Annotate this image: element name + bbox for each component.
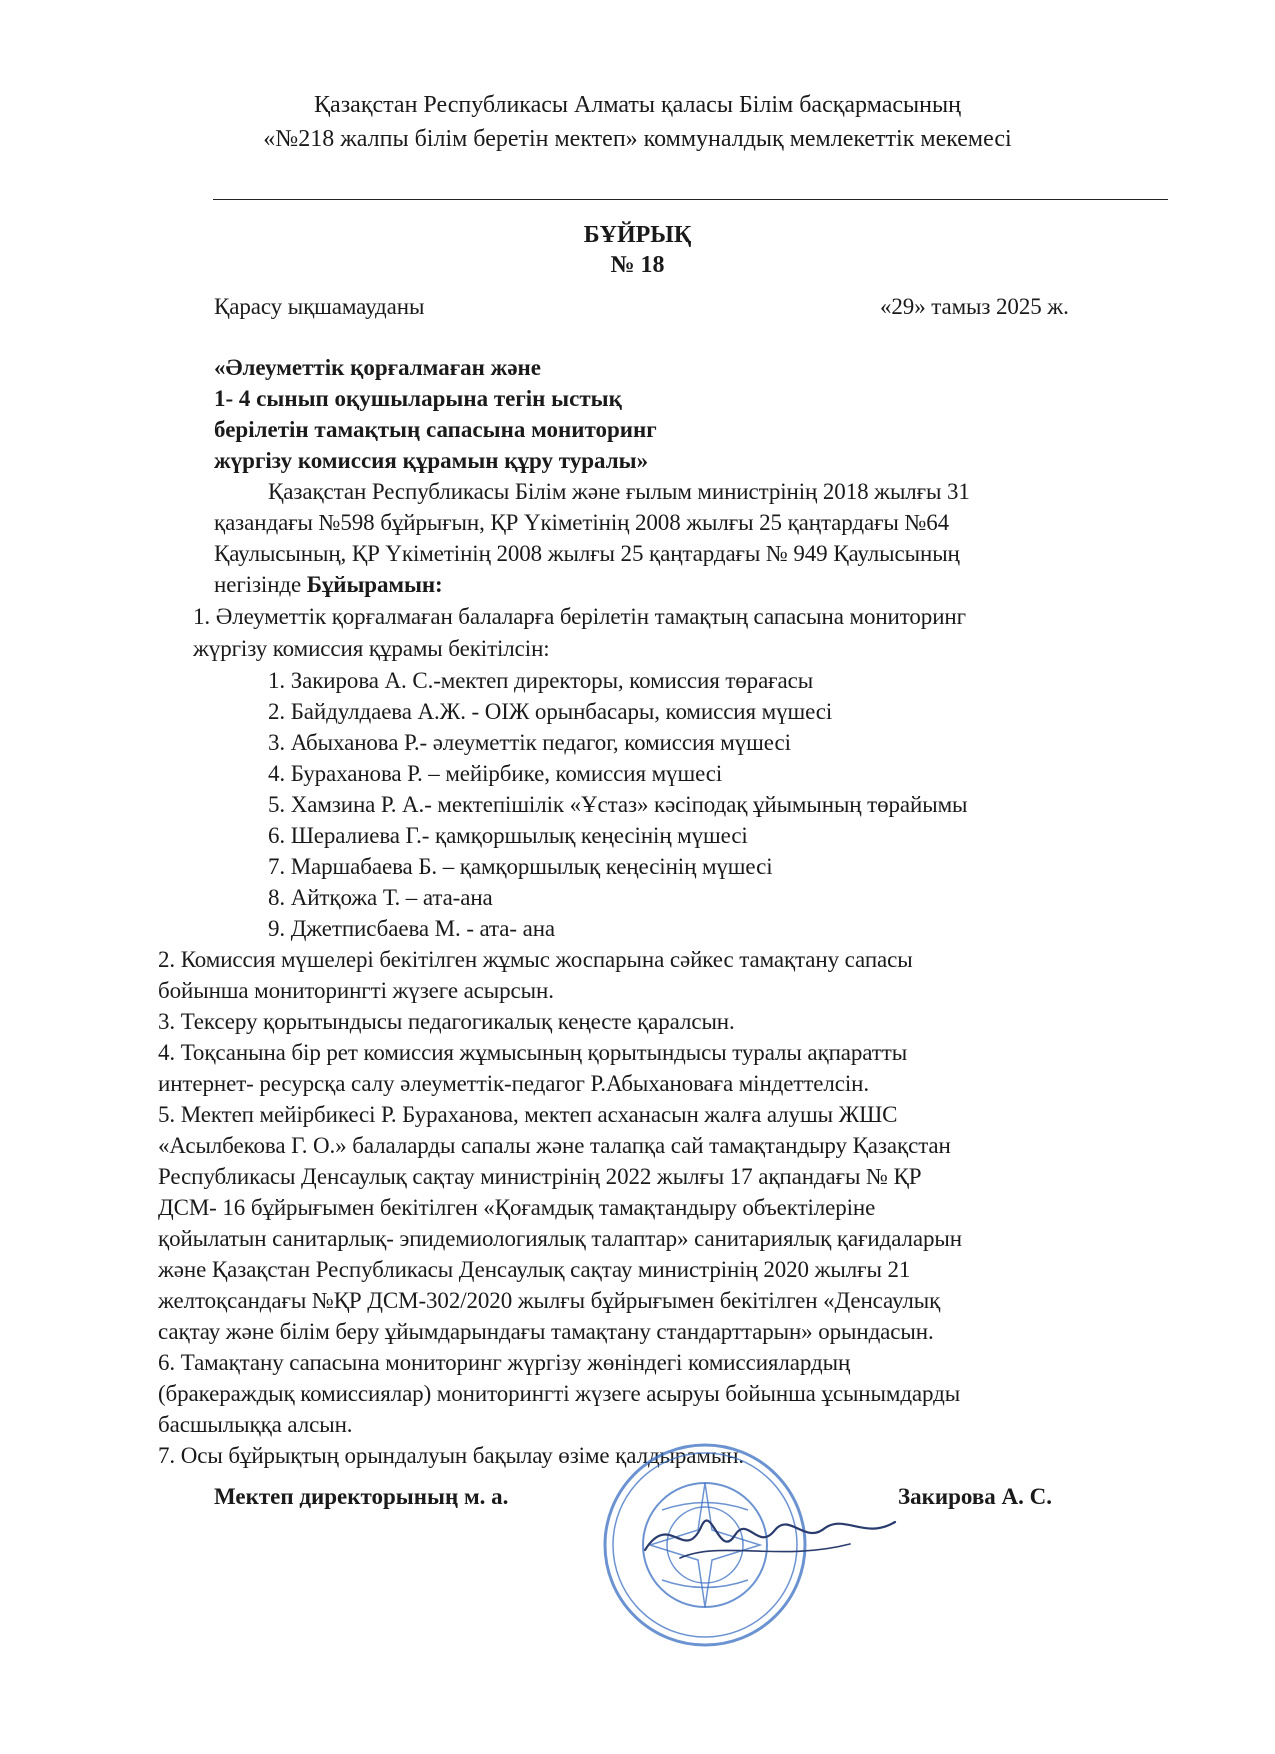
- item-line: 5. Мектеп мейірбикесі Р. Бураханова, мектеп асханасын жалға алушы ЖШС: [158, 1102, 898, 1127]
- item-line: 2. Комиссия мүшелері бекітілген жұмыс жоспарына сәйкес тамақтану сапасы: [158, 947, 913, 972]
- member-item: 7. Маршабаева Б. – қамқоршылық кеңесінің мүшесі: [268, 854, 773, 879]
- item-line: 4. Тоқсанына бір рет комиссия жұмысының қорытындысы туралы ақпаратты: [158, 1040, 908, 1065]
- item-line: Республикасы Денсаулық сақтау министрінің 2022 жылғы 17 ақпандағы № ҚР: [158, 1164, 922, 1189]
- signatory-position: Мектеп директорының м. а.: [214, 1484, 509, 1509]
- item-line: 6. Тамақтану сапасына мониторинг жүргізу жөніндегі комиссиялардың: [158, 1350, 851, 1375]
- order-place: Қарасу ықшамауданы: [214, 294, 425, 319]
- member-item: 4. Бураханова Р. – мейірбике, комиссия мүшесі: [268, 761, 723, 786]
- preamble-line: қазандағы №598 бұйрығын, ҚР Үкіметінің 2008 жылғы 25 қаңтардағы №64: [214, 510, 950, 535]
- member-item: 9. Джетписбаева М. - ата- ана: [268, 916, 556, 941]
- order-date: «29» тамыз 2025 ж.: [880, 294, 1069, 319]
- subject-line: «Әлеуметтік қорғалмаған және: [214, 355, 541, 380]
- order-number: № 18: [610, 252, 665, 278]
- item-line: басшылыққа алсын.: [158, 1412, 353, 1437]
- subject-line: берілетін тамақтың сапасына мониторинг: [214, 417, 657, 442]
- member-item: 8. Айтқожа Т. – ата-ана: [268, 885, 493, 910]
- preamble-lead: негізінде: [214, 572, 307, 597]
- signatory-name: Закирова А. С.: [898, 1484, 1053, 1509]
- preamble-line: [214, 572, 443, 598]
- item-line: сақтау және білім беру ұйымдарындағы тамақтану стандарттарын» орындасын.: [158, 1319, 934, 1344]
- item-line: интернет- ресурсқа салу әлеуметтік-педагог Р.Абыхановаға міндеттелсін.: [158, 1071, 870, 1096]
- order-word: Бұйырамын:: [306, 572, 443, 597]
- item-line: желтоқсандағы №ҚР ДСМ-302/2020 жылғы бұйрығымен бекітілген «Денсаулық: [158, 1288, 941, 1313]
- item-line: (бракераждық комиссиялар) мониторингті жүзеге асыруы бойынша ұсынымдарды: [158, 1381, 961, 1406]
- preamble-line: Қаулысының, ҚР Үкіметінің 2008 жылғы 25 қаңтардағы № 949 Қаулысының: [214, 541, 960, 566]
- member-item: 6. Шералиева Г.- қамқоршылық кеңесінің мүшесі: [268, 823, 748, 848]
- item-line: 3. Тексеру қорытындысы педагогикалық кеңесте қаралсын.: [158, 1009, 735, 1034]
- member-item: 1. Закирова А. С.-мектеп директоры, комиссия төрағасы: [268, 668, 814, 693]
- item-line: ДСМ- 16 бұйрығымен бекітілген «Қоғамдық тамақтандыру объектілеріне: [158, 1195, 876, 1220]
- header-line-1: Қазақстан Республикасы Алматы қаласы Білім басқармасының: [314, 92, 961, 118]
- subject-line: жүргізу комиссия құрамын құру туралы»: [214, 448, 649, 473]
- header-divider: [213, 199, 1168, 200]
- item-line: және Қазақстан Республикасы Денсаулық сақтау министрінің 2020 жылғы 21: [158, 1257, 911, 1282]
- preamble-line: Қазақстан Республикасы Білім және ғылым министрінің 2018 жылғы 31: [268, 479, 970, 504]
- subject-line: 1- 4 сынып оқушыларына тегін ыстық: [214, 386, 622, 411]
- item-1-line: жүргізу комиссия құрамы бекітілсін:: [193, 636, 550, 661]
- member-item: 2. Байдулдаева А.Ж. - ОІЖ орынбасары, комиссия мүшесі: [268, 699, 833, 724]
- item-line: бойынша мониторингті жүзеге асырсын.: [158, 978, 554, 1003]
- item-line: «Асылбекова Г. О.» балаларды сапалы және талапқа сай тамақтандыру Қазақстан: [158, 1133, 951, 1158]
- item-line: 7. Осы бұйрықтың орындалуын бақылау өзіме қалдырамын.: [158, 1443, 745, 1468]
- header-line-2: «№218 жалпы білім беретін мектеп» коммуналдық мемлекеттік мекемесі: [263, 126, 1012, 152]
- member-item: 5. Хамзина Р. А.- мектепішілік «Ұстаз» кәсіподақ ұйымының төрайымы: [268, 792, 968, 817]
- item-1-line: 1. Әлеуметтік қорғалмаған балаларға берілетін тамақтың сапасына мониторинг: [193, 604, 966, 629]
- item-line: қойылатын санитарлық- эпидемиологиялық талаптар» санитариялық қағидаларын: [158, 1226, 962, 1251]
- member-item: 3. Абыханова Р.- әлеуметтік педагог, комиссия мүшесі: [268, 730, 791, 755]
- order-title: БҰЙРЫҚ: [583, 222, 692, 248]
- handwritten-signature-icon: [640, 1500, 900, 1570]
